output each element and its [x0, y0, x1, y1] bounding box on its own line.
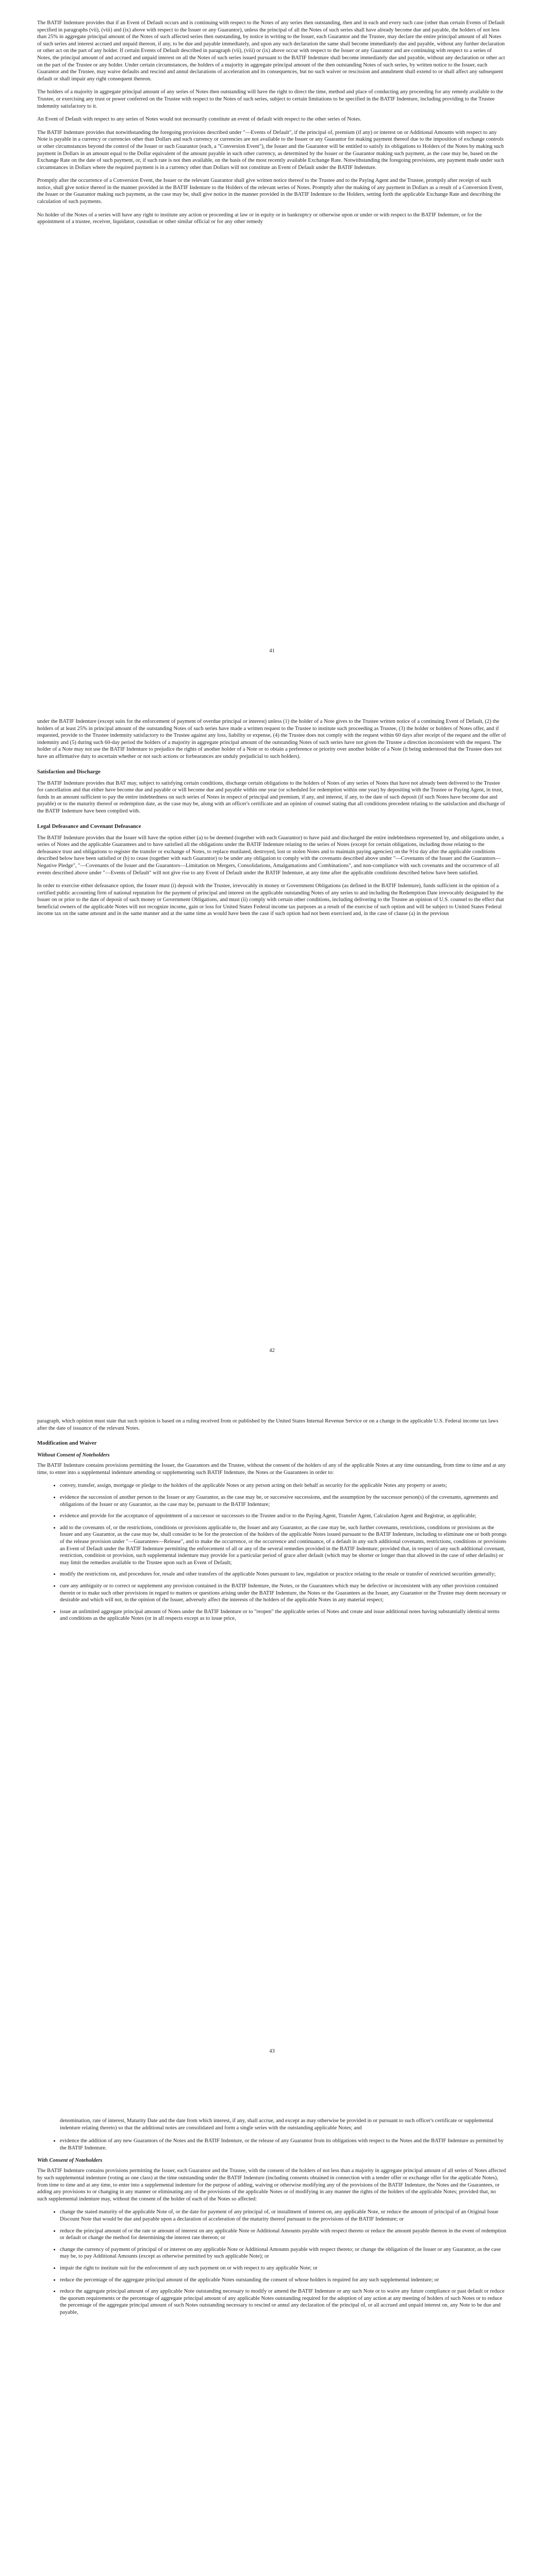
section-heading: Modification and Waiver [37, 1440, 97, 1447]
list-item: • reduce the aggregate principal amount of any applicable Note outstanding necessary to modify or amend the BATIF Indenture or any such Note or to waive any future compliance or past default or reduce the quorum requirements or the percentage of aggregate principal amount of any applicable Notes outstanding required for the adoption of any action at any meeting of holders of such Notes or to reduce the percentage of the aggregate principal amount of such Notes outstanding necessary to rescind or annul any declaration of the principal of, or all accrued and unpaid interest on, any Note to be due and payable, [60, 2288, 507, 2316]
subsection-heading: Without Consent of Noteholders [37, 1452, 110, 1459]
page-43 [0, 1398, 544, 2098]
list-item: • reduce the percentage of the aggregate principal amount of the applicable Notes outstanding the consent of whose holders is required for any such supplemental indenture; or [60, 2277, 507, 2284]
list-item: • reduce the principal amount of or the rate or amount of interest on any applicable Note or Additional Amounts payable with respect thereto or reduce the amount payable thereon in the event of redemption or default or change the method for determining the interest rate thereon; or [60, 2228, 507, 2242]
list-item: • cure any ambiguity or to correct or supplement any provision contained in the BATIF Indenture, the Notes, or the Guarantees which may be defective or inconsistent with any other provision contained therein or to make such other provisions in regard to matters or questions arising under the BATIF Indenture, the Notes or the Guarantees as the Issuer, any Guarantor or the Trustee may deem necessary or desirable and which will not, in the opinion of the Issuer, adversely affect the interests of the holders of the applicable Notes in any material respect; [60, 1583, 507, 1604]
page-41 [0, 0, 544, 699]
page-44 [0, 2098, 544, 2576]
paragraph: The BATIF Indenture provides that notwithstanding the foregoing provisions described under "—Events of Default", if the principal of, premium (if any) or interest on or Additional Amounts with respect to any Note is payable in a currency or currencies other than Dollars and such currency or currencies are not available to the Issuer or any Guarantor for making payment thereof due to the imposition of exchange controls or other circumstances beyond the control of the Issuer or such Guarantor (each, a "Conversion Event"), the Issuer and the Guarantor will be entitled to satisfy its obligations to Holders of the Notes by making such payment in Dollars in an amount equal to the Dollar equivalent of the amount payable in such other currency, as determined by the Issuer or the Guarantor making such payment, as the case may be, based on the Exchange Rate on the date of such payment, or, if such rate is not then available, on the basis of the most recently available Exchange Rate. Notwithstanding the foregoing provisions, any payment made under such circumstances in Dollars where the required payment is in a currency other than Dollars will not constitute an Event of Default under the BATIF Indenture. [37, 129, 504, 171]
bullet-list [37, 2138, 507, 2151]
paragraph: In order to exercise either defeasance option, the Issuer must (i) deposit with the Trustee, irrevocably in money or Government Obligations (as defined in the BATIF Indenture), funds sufficient in the opinion of a certified public accounting firm of national reputation for the payment of principal and interest on the applicable outstanding Notes of any series to and including the Redemption Date irrevocably designated by the Issuer on or prior to the date of deposit of such money or Government Obligations, and must (ii) comply with certain other conditions, including delivering to the Trustee an opinion of U.S. counsel to the effect that beneficial owners of the applicable Notes will not recognize income, gain or loss for United States Federal income tax purposes as a result of the exercise of such option and will be subject to United States Federal income tax on the same amount and in the same manner and at the same time as would have been the case if such option had not been exercised and, in the case of clause (a) in the previous [37, 883, 504, 917]
paragraph: The BATIF Indenture provides that the Issuer will have the option either (a) to be deemed (together with each Guarantor) to have paid and discharged the entire indebtedness represented by, and obligations under, a series of Notes and the applicable Guarantees and to have satisfied all the obligations under the BATIF Indenture relating to the series of Notes (except for certain obligations, including those relating to the defeasance trust and obligations to register the transfer or exchange of Notes, to replace mutilated, destroyed, lost or stolen Notes and to maintain paying agencies) on the 91st day after the applicable conditions described below have been satisfied or (b) to cease (together with each Guarantor) to be under any obligation to comply with the covenants described above under "—Covenants of the Issuer and the Guarantors—Negative Pledge", "—Covenants of the Issuer and the Guarantors—Limitation on Mergers, Consolidations, Amalgamations and Combinations", and non-compliance with such covenants and the occurrence of all events described above under "—Events of Default" will not give rise to any Event of Default under the BATIF Indenture, at any time after the applicable conditions described below have been satisfied. [37, 835, 504, 876]
bullet-list [37, 2209, 507, 2316]
page-number: 43 [269, 2048, 275, 2054]
list-item: • evidence the succession of another person to the Issuer or any Guarantor, as the case may be, or successive successions, and the assumption by the successor person(s) of the covenants, agreements and obligations of the Issuer or any Guarantor, as the case may be, pursuant to the BATIF Indenture; [60, 1494, 507, 1508]
list-item: • add to the covenants of, or the restrictions, conditions or provisions applicable to, the Issuer and any Guarantor, as the case may be, such further covenants, restrictions, conditions or provisions as the Issuer and any Guarantor, as the case may be, shall consider to be for the protection of the holders of the applicable Notes issued pursuant to the BATIF Indenture, including to eliminate one or both prongs of the release provision under "—Guarantees—Release", and to make the occurrence, or the occurrence and continuance, of a default in any such additional covenants, restrictions, conditions or provisions an Event of Default under the BATIF Indenture permitting the enforcement of all or any of the several remedies provided in the BATIF Indenture; provided that, in respect of any such additional covenant, restriction, condition or provision, such supplemental indenture may provide for a particular period of grace after default (which may be shorter or longer than that allowed in the case of other defaults) or may limit the remedies available to the Trustee upon such an Event of Default; [60, 1524, 507, 1567]
paragraph: The BATIF Indenture provides that if an Event of Default occurs and is continuing with respect to the Notes of any series then outstanding, then and in each and every such case (other than certain Events of Default specified in paragraphs (vii), (viii) and (ix) above with respect to the Issuer or any Guarantor), unless the principal of all the Notes of such series shall have already become due and payable, the holders of not less than 25% in aggregate principal amount of the Notes of such affected series then outstanding, by notice in writing to the Issuer, each Guarantor and the Trustee, may declare the entire principal amount of all Notes of such series and interest accrued and unpaid thereon, if any, to be due and payable immediately, and upon any such declaration the same shall become immediately due and payable, without any further declaration or other act on the part of any holder. If certain Events of Default described in paragraph (vii), (viii) or (ix) above occur with respect to the Issuer or any Guarantor and are continuing with respect to a series of Notes, the principal amount of and accrued and unpaid interest on all the Notes of such series issued pursuant to the BATIF Indenture shall become immediately due and payable, without any declaration or other act on the part of the Trustee or any holder. Under certain circumstances, the holders of a majority in aggregate principal amount of the then outstanding Notes of such series, by written notice to the Issuer, each Guarantor and the Trustee, may waive defaults and rescind and annul declarations of acceleration and its consequences, but no such waiver or rescission and annulment shall extend to or shall affect any subsequent default or shall impair any right consequent thereon. [37, 20, 505, 82]
paragraph: Promptly after the occurrence of a Conversion Event, the Issuer or the relevant Guarantor shall give written notice thereof to the Trustee and to the Paying Agent and the Trustee, promptly after receipt of such notice, shall give notice thereof in the manner provided in the BATIF Indenture to the Holders of the relevant series of Notes. Promptly after the making of any payment in Dollars as a result of a Conversion Event, the Issuer or the Guarantor making such payment, as the case may be, shall give notice in the manner provided in the BATIF Indenture to the Holders, setting forth the applicable Exchange Rate and describing the calculation of such payments. [37, 178, 503, 205]
list-item: • issue an unlimited aggregate principal amount of Notes under the BATIF Indenture or to "reopen" the applicable series of Notes and create and issue additional notes having substantially identical terms and conditions as the applicable Notes (or in all respects except as to issue price, [60, 1608, 507, 1622]
section-heading: Satisfaction and Discharge [37, 768, 101, 775]
list-item: • convey, transfer, assign, mortgage or pledge to the holders of the applicable Notes or any person acting on their behalf as security for the applicable Notes any property or assets; [60, 1482, 507, 1489]
list-item: • impair the right to institute suit for the enforcement of any such payment on or with respect to any applicable Note; or [60, 2265, 507, 2272]
page-number: 42 [269, 1348, 275, 1353]
paragraph: The BATIF Indenture contains provisions permitting the Issuer, each Guarantor and the Trustee, with the consent of the holders of not less than a majority in aggregate principal amount of all series of Notes affected by such supplemental indenture (voting as one class) at the time outstanding under the BATIF Indenture (including consents obtained in connection with a tender offer or exchange offer for the applicable Notes), from time to time and at any time, to enter into a supplemental indenture for the purpose of adding, waiving or otherwise modifying any of the provisions of the BATIF Indenture, the Notes and the Guarantees, or adding any provisions to or changing in any manner or eliminating any of the provisions of the applicable Notes or of modifying in any manner the rights of the holders of the applicable Notes; provided that, no such supplemental indenture may, without the consent of the holder of each of the Notes so affected: [37, 2168, 506, 2202]
bullet-list [37, 1482, 507, 1622]
paragraph: No holder of the Notes of a series will have any right to institute any action or proceeding at law or in equity or in bankruptcy or otherwise upon or under or with respect to the BATIF Indenture, or for the appointment of a trustee, receiver, liquidator, custodian or other similar official or for any other remedy [37, 212, 482, 225]
paragraph: An Event of Default with respect to any series of Notes would not necessarily constitute an event of default with respect to the other series of Notes. [37, 116, 361, 123]
paragraph: The holders of a majority in aggregate principal amount of any series of Notes then outstanding will have the right to direct the time, method and place of conducting any proceeding for any remedy available to the Trustee, or exercising any trust or power conferred on the Trustee with respect to the Notes of such series, subject to certain limitations to be specified in the BATIF Indenture, including providing to the Trustee indemnity satisfactory to it. [37, 89, 503, 109]
page-42 [0, 699, 544, 1398]
page-number: 41 [269, 648, 275, 654]
paragraph: paragraph, which opinion must state that such opinion is based on a ruling received from or published by the United States Internal Revenue Service or on a change in the applicable U.S. Federal income tax laws after the date of issuance of the relevant Notes. [37, 1418, 499, 1431]
list-item: • modify the restrictions on, and procedures for, resale and other transfers of the applicable Notes pursuant to law, regulation or practice relating to the resale or transfer of restricted securities generally; [60, 1571, 507, 1578]
paragraph: denomination, rate of interest, Maturity Date and the date from which interest, if any, shall accrue, and except as may otherwise be provided in or pursuant to such officer's certificate or supplemental indenture relating thereto) so that the additional notes are consolidated and form a single series with the outstanding applicable Notes; and [60, 2118, 493, 2131]
paragraph: The BATIF Indenture contains provisions permitting the Issuer, the Guarantors and the Trustee, without the consent of the holders of any of the applicable Notes at any time outstanding, from time to time and at any time, to enter into a supplemental indenture amending or supplementing such BATIF Indenture, the Notes or the Guarantees in order to: [37, 1463, 506, 1476]
list-item: • evidence the addition of any new Guarantors of the Notes and the BATIF Indenture, or the release of any Guarantor from its obligations with respect to the Notes and the BATIF Indenture as permitted by the BATIF Indenture. [60, 2138, 507, 2151]
subsection-heading: With Consent of Noteholders [37, 2158, 103, 2164]
list-item: • evidence and provide for the acceptance of appointment of a successor or successors to the Trustee and/or to the Paying Agent, Transfer Agent, Calculation Agent and Registrar, as applicable; [60, 1513, 507, 1520]
list-item: • change the currency of payment of principal of or interest on any applicable Note or Additional Amounts payable with respect thereto; or change the obligation of the Issuer or any Guarantor, as the case may be, to pay Additional Amounts (except as otherwise permitted by such applicable Note); or [60, 2246, 507, 2260]
paragraph: under the BATIF Indenture (except suits for the enforcement of payment of overdue principal or interest) unless (1) the holder of a Note gives to the Trustee written notice of a continuing Event of Default, (2) the holders of at least 25% in principal amount of the outstanding Notes of such series have made a written request to the Trustee to institute such proceeding as Trustee, (3) the holder or holders of Notes offer, and if requested, provide to the Trustee indemnity satisfactory to the Trustee against any loss, liability or expense, (4) the Trustee does not comply with the request within 60 days after receipt of the request and the offer of indemnity and (5) during such 60-day period the holders of a majority in aggregate principal amount of the outstanding Notes of such series have not given the Trustee a direction inconsistent with the request. The holder of a Note may not use the BATIF Indenture to prejudice the rights of another holder of a Note or to obtain a preference or priority over another holder of a Note (it being understood that the Trustee does not have an affirmative duty to ascertain whether or not such actions or forbearances are unduly prejudicial to such holders). [37, 719, 506, 759]
list-item: • change the stated maturity of the applicable Note of, or the date for payment of any principal of, or installment of interest on, any applicable Note, or reduce the amount of principal of an Original Issue Discount Note that would be due and payable upon a declaration of acceleration of the maturity thereof pursuant to the provisions of the BATIF Indenture; or [60, 2209, 507, 2223]
paragraph: The BATIF Indenture provides that BAT may, subject to satisfying certain conditions, discharge certain obligations to the holders of Notes of any series of Notes that have not already been delivered to the Trustee for cancellation and that either have become due and payable or will become due and payable within one year (or scheduled for redemption within one year) by depositing with the Trustee or Paying Agent, in trust, funds in an amount sufficient to pay the entire indebtedness on such series of Notes in respect of principal and premium, if any, and interest, if any, to the date of such deposit (if such Notes have become due and payable) or to the maturity thereof or redemption date, as the case may be, along with an officer's certificate and an opinion of counsel stating that all conditions precedent relating to the satisfaction and discharge of the BATIF Indenture have been complied with. [37, 780, 505, 814]
section-heading: Legal Defeasance and Covenant Defeasance [37, 823, 141, 829]
